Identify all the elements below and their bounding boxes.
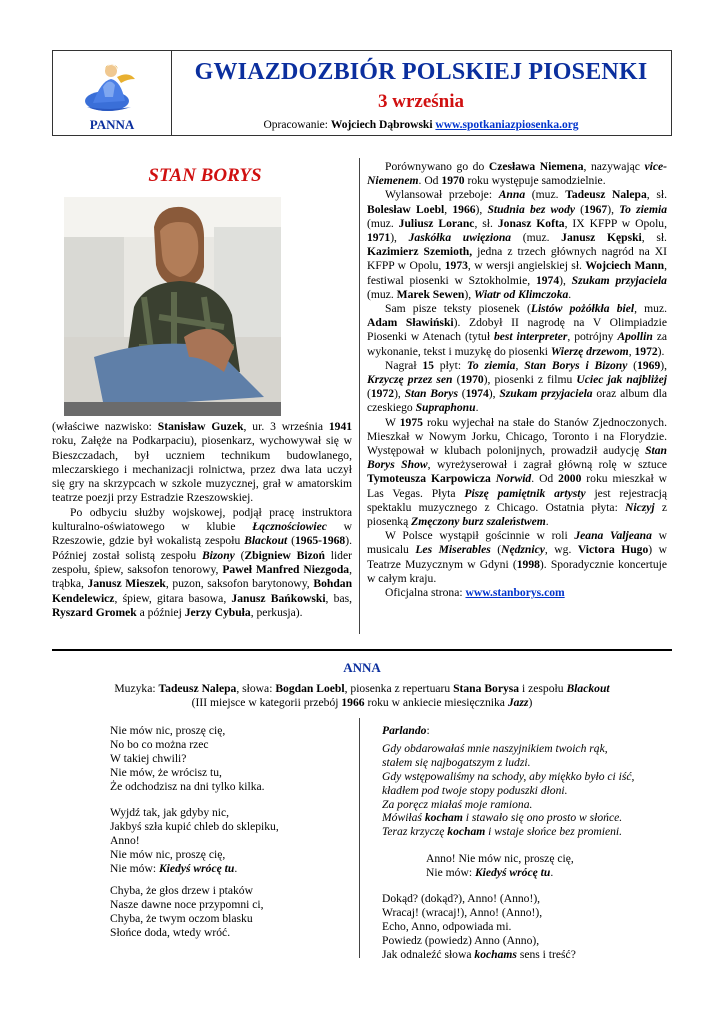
bio-paragraph: Po odbyciu służby wojskowej, podjął pracę instruktora kulturalno-oświatowego w klubie Łącznościowiec w Rzeszowie, gdzie był wokalistą zespołu Blackout (1965-1968). Później został solistą zespołu Bizony (Zbigniew Bizoń lider zespołu, śpiew, saksofon tenorowy, Paweł Manfred Niezgoda, trąbka, Janusz Mieszek, puzon, saksofon barytonowy, Bohdan Kendelewicz, śpiew, gitara basowa, Janusz Bańkowski, bas, Ryszard Gromek a później Jerzy Cybuła, perkusja). <box>52 505 353 619</box>
header-box <box>52 50 672 136</box>
song-title: ANNA <box>343 660 381 675</box>
bio-paragraph: (właściwe nazwisko: Stanisław Guzek, ur. 3 września 1941 roku, Załęże na Podkarpaciu), piosenkarz, wychowywał się w Bieszczadach, był uczniem technikum budowlanego, mleczarskiego i mechanizacji rolnictwa, przez dwa lata uczył się gry na skrzypcach w szkole muzycznej, grał w amatorskim teatrze poezji przy Estradzie Rzeszowskiej. <box>52 420 353 505</box>
career-paragraph: Nagrał 15 płyt: To ziemia, Stan Borys i Bizony (1969), Krzyczę przez sen (1970), piosenki z filmu Uciec jak najbliżej (1972), Stan Borys (1974), Szukam przyjaciela oraz album dla czeskiego Supraphonu. <box>367 358 668 415</box>
parlando-label: Parlando: <box>382 724 430 737</box>
lyric-line: stałem się najbogatszym z ludzi. <box>382 755 531 769</box>
lyrics-verse-1 <box>110 724 265 794</box>
credit-line: Opracowanie: Wojciech Dąbrowski www.spotkaniazpiosenka.org <box>263 119 579 131</box>
lyric-line: Nie mów nic, proszę cię, <box>110 724 226 737</box>
page-date: 3 września <box>377 91 464 112</box>
page-title: GWIAZDOZBIÓR POLSKIEJ PIOSENKI <box>194 59 648 85</box>
lyric-line: Za poręcz miałaś moje ramiona. <box>382 797 533 811</box>
zodiac-logo-cell <box>53 51 172 135</box>
lyric-line: Słońce doda, wtedy wróć. <box>110 925 231 939</box>
lyric-line: Nie mów: Kiedyś wrócę tu. <box>110 861 238 875</box>
lyric-line: Nie mów nic, proszę cię, <box>110 847 226 861</box>
lyric-line: kładłem pod twoje stopy poduszki dłoni. <box>382 783 568 797</box>
career-paragraph: Oficjalna strona: www.stanborys.com <box>385 586 565 600</box>
song-credits-line: Muzyka: Tadeusz Nalepa, słowa: Bogdan Loebl, piosenka z repertuaru Stana Borysa i zespołu Blackout <box>114 682 610 695</box>
lyric-line: Wracaj! (wracaj!), Anno! (Anno!), <box>382 905 543 919</box>
official-site-link[interactable]: www.stanborys.com <box>465 586 565 600</box>
lyrics-verse-2 <box>110 806 279 876</box>
lyric-line: Dokąd? (dokąd?), Anno! (Anno!), <box>382 892 541 905</box>
lyric-line: Gdy wstępowaliśmy na schody, aby miękko było ci iść, <box>382 769 635 783</box>
lyric-line: Nie mów, że wrócisz tu, <box>110 765 222 779</box>
lyrics-parlando <box>382 724 634 839</box>
lyric-line: Jakbyś szła kupić chleb do sklepiku, <box>110 819 279 833</box>
lyric-line: Chyba, że twym oczom blasku <box>110 911 253 925</box>
artist-bio <box>52 420 352 620</box>
lyrics-verse-4 <box>382 892 576 962</box>
virgo-zodiac-icon <box>81 57 141 115</box>
lyric-line: W takiej chwili? <box>110 751 187 765</box>
lyric-line: Wyjdź tak, jak gdyby nic, <box>110 806 230 819</box>
career-paragraph: W 1975 roku wyjechał na stałe do Stanów Zjednoczonych. Mieszkał w Nowym Jorku, Chicago, Toronto i na Florydzie. Występował w klubach polonijnych, prowadził audycję Stan Borys Show, wyreżyserował i zagrał główną rolę w sztuce Tymoteusza Karpowicza Norwid. Od 2000 roku mieszkał w Las Vegas. Płyta Piszę pamiętnik artysty jest rejestracją spektaklu muzycznego z Chicago. Ostatnia płyta: Niczyj z piosenką Zmęczony burz szaleństwem. <box>367 415 667 529</box>
lyric-line: Chyba, że głos drzew i ptaków <box>110 884 253 897</box>
career-paragraph: Sam pisze teksty piosenek (Listów pożółkła biel, muz. Adam Sławiński). Zdobył II nagrodę na V Olimpiadzie Piosenki w Atenach (tytuł best interpreter, potrójny Apollin za wykonanie, tekst i muzykę do piosenki Wierzę drzewom, 1972). <box>367 302 667 358</box>
lyric-line: Gdy obdarowałaś mnie naszyjnikiem twoich rąk, <box>382 741 608 755</box>
lyric-line: No bo co można rzec <box>110 737 209 751</box>
artist-career <box>367 160 667 600</box>
credit-author: Wojciech Dąbrowski <box>330 119 433 131</box>
lyric-line: Że odchodzisz na dni tylko kilka. <box>110 779 265 793</box>
zodiac-sign-label: PANNA <box>89 117 135 132</box>
lyric-line: Nie mów: Kiedyś wrócę tu. <box>426 865 554 879</box>
career-paragraph: Wylansował przeboje: Anna (muz. Tadeusz Nalepa, sł. Bolesław Loebl, 1966), Studnia bez wody (1967), To ziemia (muz. Juliusz Loranc, sł. Jonasz Kofta, IX KFPP w Opolu, 1971), Jaskółka uwięziona (muz. Janusz Kępski, sł. Kazimierz Szemioth, jedna z trzech głównych nagród na XI KFPP w Opolu, 1973, w wersji angielskiej sł. Wojciech Mann, festiwal piosenki w Sztokholmie, 1974), Szukam przyjaciela (muz. Marek Sewen), Wiatr od Klimczoka. <box>367 188 667 301</box>
lyric-line: Jak odnaleźć słowa kochams sens i treść? <box>382 947 576 961</box>
lyrics-verse-3 <box>110 884 264 940</box>
career-paragraph: Porównywano go do Czesława Niemena, nazywając vice-Niemenem. Od 1970 roku występuje samodzielnie. <box>367 160 667 188</box>
artist-photo <box>64 197 281 416</box>
lyric-line: Echo, Anno, odpowiada mi. <box>382 919 512 933</box>
lyric-line: Mówiłaś kocham i stawało się ono prosto w słońce. <box>382 811 623 825</box>
lyrics-divider <box>359 718 360 958</box>
section-divider <box>52 649 672 651</box>
lyric-line: Anno! Nie mów nic, proszę cię, <box>426 852 574 865</box>
credit-link[interactable]: www.spotkaniazpiosenka.org <box>435 119 579 131</box>
career-paragraph: W Polsce wystąpił gościnnie w roli Jeana Valjeana w musicalu Les Miserables (Nędznicy, wg. Victora Hugo) w Teatrze Muzycznym w Gdyni (1998). Sporadycznie koncertuje w całym kraju. <box>367 529 667 585</box>
lyric-line: Teraz krzyczę kocham i wstaje słońce bez promieni. <box>382 825 623 839</box>
lyrics-refrain <box>426 852 574 880</box>
column-divider <box>359 158 360 634</box>
lyric-line: Anno! <box>110 833 140 847</box>
lyric-line: Powiedz (powiedz) Anno (Anno), <box>382 933 540 947</box>
lyric-line: Nasze dawne noce przypomni ci, <box>110 897 264 911</box>
song-award-line: (III miejsce w kategorii przebój 1966 roku w ankiecie miesięcznika Jazz) <box>191 696 533 709</box>
song-credits <box>52 682 672 710</box>
artist-name: STAN BORYS <box>148 165 262 186</box>
